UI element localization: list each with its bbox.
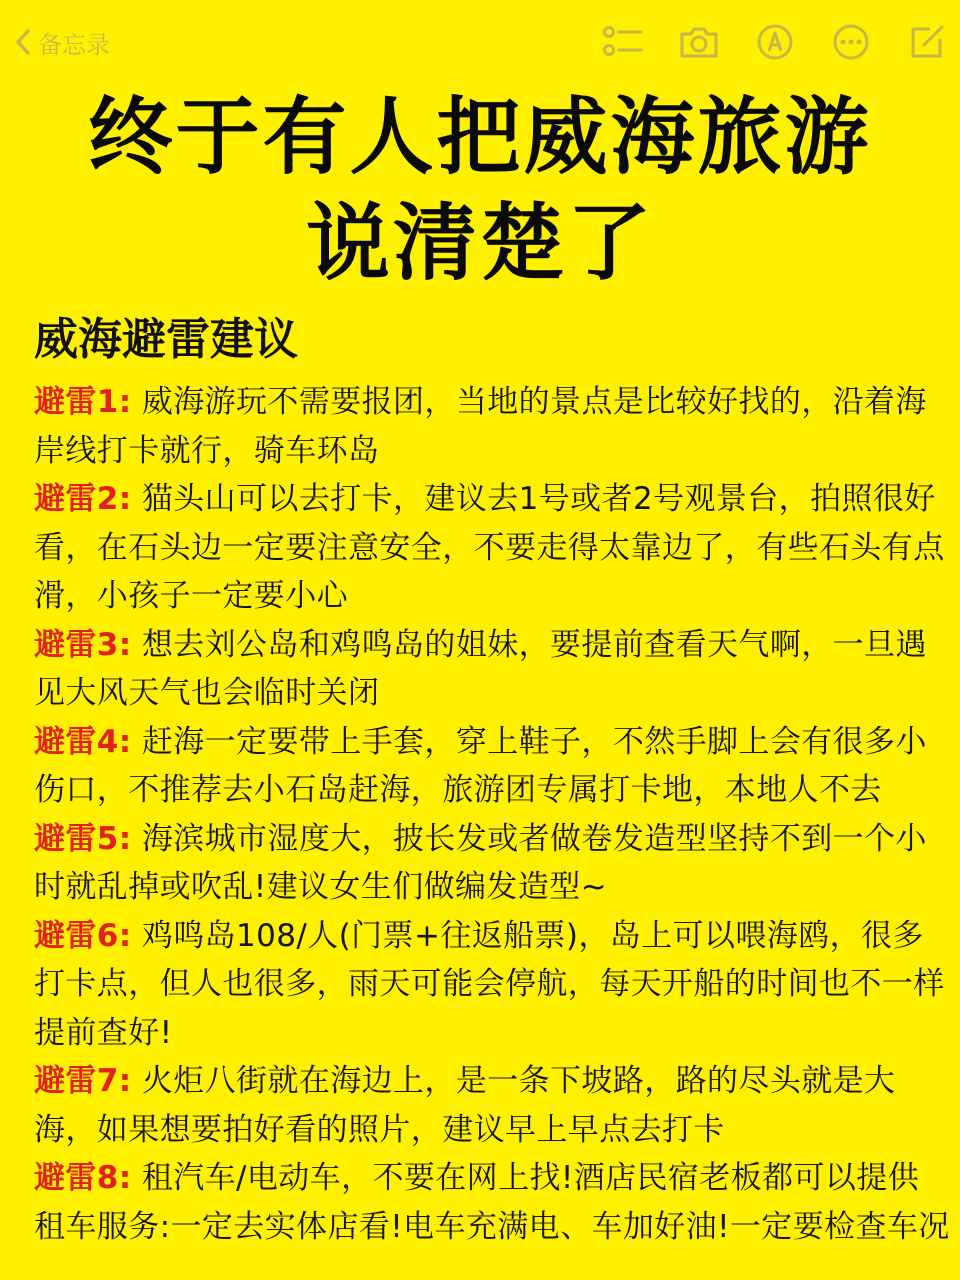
camera-icon: [678, 25, 720, 59]
title-line-2: 说清楚了: [305, 194, 654, 292]
markup-button[interactable]: [752, 20, 798, 64]
tip-label: 避雷7:: [34, 1063, 132, 1099]
tip-label: 避雷8:: [34, 1160, 132, 1196]
toolbar: [570, 20, 950, 64]
tip-text: 火炬八街就在海边上，是一条下坡路，路的尽头就是大海，如果想要拍好看的照片，建议早上早点去打卡: [34, 1063, 896, 1148]
tip-text: 租汽车/电动车，不要在网上找!酒店民宿老板都可以提供租车服务:一定去实体店看!电车充满电、车加好油!一定要检查车况: [34, 1160, 950, 1245]
tip-item: [34, 621, 950, 718]
checklist-button[interactable]: [600, 20, 646, 64]
more-button[interactable]: [828, 20, 874, 64]
tip-item: [34, 1057, 950, 1154]
title-line-1: 终于有人把威海旅游: [88, 88, 872, 186]
nav-bar: [0, 0, 960, 84]
tip-text: 威海游玩不需要报团，当地的景点是比较好找的，沿着海岸线打卡就行，骑车环岛: [34, 384, 927, 469]
tip-text: 赶海一定要带上手套，穿上鞋子，不然手脚上会有很多小伤口，不推荐去小石岛赶海，旅游团专属打卡地，本地人不去: [34, 723, 927, 808]
tip-label: 避雷2:: [34, 481, 132, 517]
tip-label: 避雷5:: [34, 820, 132, 857]
tip-label: 避雷1:: [34, 384, 132, 420]
back-button[interactable]: [14, 24, 110, 60]
tip-item: [34, 815, 950, 912]
chevron-left-icon: [14, 28, 32, 56]
tip-label: 避雷6:: [34, 917, 132, 954]
markup-icon: [756, 23, 794, 61]
camera-button[interactable]: [676, 20, 722, 64]
tip-text: 猫头山可以去打卡，建议去1号或者2号观景台，拍照很好看，在石头边一定要注意安全，不要走得太靠边了，有些石头有点滑，小孩子一定要小心: [34, 481, 945, 614]
tip-item: [34, 378, 950, 475]
tip-label: 避雷3:: [34, 626, 132, 663]
tip-text: 想去刘公岛和鸡鸣岛的姐妹，要提前查看天气啊，一旦遇见大风天气也会临时关闭: [34, 626, 927, 711]
tip-text: 海滨城市湿度大，披长发或者做卷发造型坚持不到一个小时就乱掉或吹乱!建议女生们做编发造型~: [34, 820, 927, 905]
tip-item: [34, 1154, 950, 1251]
section-heading: 威海避雷建议: [34, 314, 298, 365]
tip-item: [34, 475, 950, 621]
compose-icon: [908, 23, 946, 61]
page-title: [0, 84, 960, 296]
tips-list: [34, 378, 950, 1251]
tip-item: [34, 912, 950, 1058]
tip-label: 避雷4:: [34, 723, 132, 760]
more-icon: [832, 23, 870, 61]
tip-item: [34, 718, 950, 815]
tip-text: 鸡鸣岛108/人(门票+往返船票)，岛上可以喂海鸥，很多打卡点，但人也很多，雨天可能会停航，每天开船的时间也不一样提前查好!: [34, 917, 945, 1051]
back-label: 备忘录: [38, 30, 110, 59]
checklist-icon: [603, 24, 643, 60]
compose-button[interactable]: [904, 20, 950, 64]
